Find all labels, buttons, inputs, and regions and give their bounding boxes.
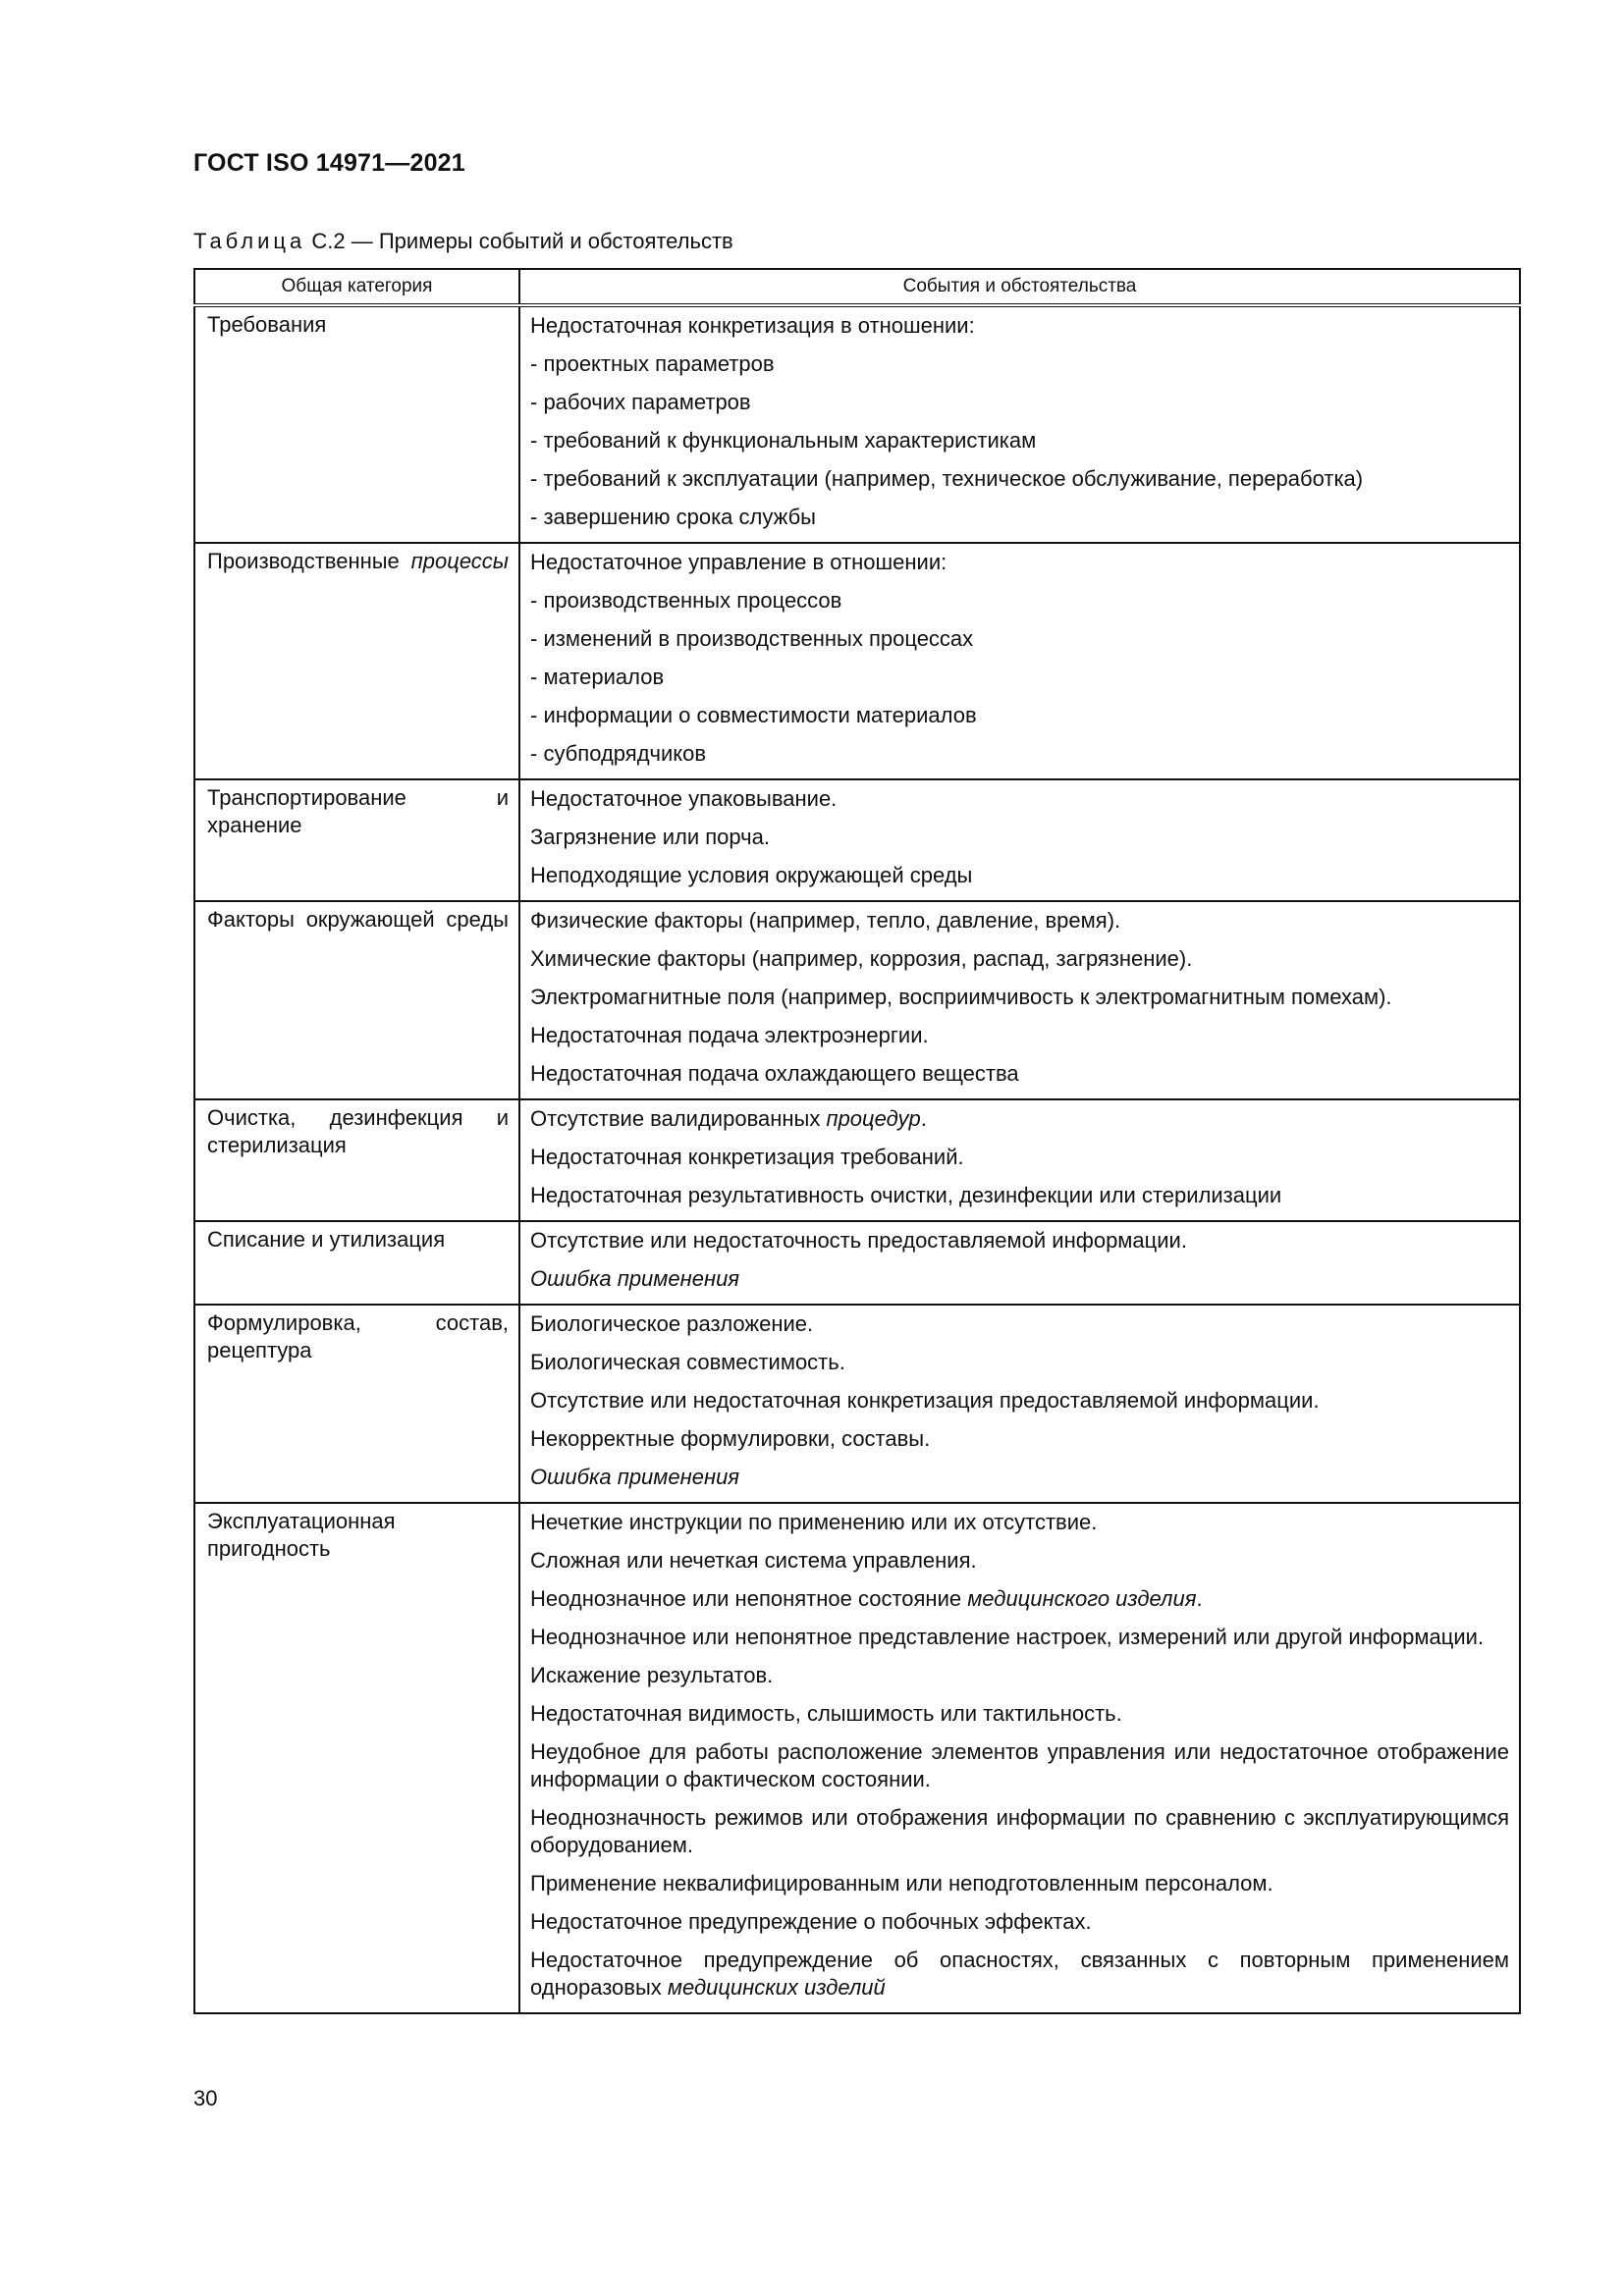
- event-item: [530, 309, 1509, 347]
- category-cell: [194, 305, 519, 543]
- caption-label: Таблица: [193, 229, 306, 253]
- event-text: Неоднозначное или непонятное состояние: [530, 1586, 968, 1611]
- event-item: [530, 904, 1509, 942]
- category-text: Очистка, дезинфекция и стерилизация: [207, 1105, 509, 1157]
- event-text: Недостаточная подача электроэнергии.: [530, 1023, 929, 1047]
- events-cell: [519, 1503, 1520, 2013]
- table-row: [194, 779, 1520, 901]
- event-item: [530, 1697, 1509, 1735]
- category-cell: [194, 543, 519, 779]
- event-item: [530, 942, 1509, 981]
- event-text: Искажение результатов.: [530, 1663, 774, 1687]
- event-item: [530, 859, 1509, 897]
- event-text: - производственных процессов: [530, 588, 842, 613]
- event-item: [530, 1057, 1509, 1095]
- event-item: [530, 1735, 1509, 1801]
- category-text: Формулировка, состав, рецептура: [207, 1310, 509, 1362]
- event-item: [530, 584, 1509, 622]
- event-item: [530, 1346, 1509, 1384]
- event-text: Биологическое разложение.: [530, 1311, 814, 1336]
- event-text: Неподходящие условия окружающей среды: [530, 863, 973, 887]
- event-text: Недостаточная видимость, слышимость или тактильность.: [530, 1701, 1122, 1726]
- category-cell: [194, 1221, 519, 1305]
- event-text: медицинского изделия: [967, 1586, 1197, 1611]
- document-code: ГОСТ ISO 14971—2021: [193, 149, 465, 177]
- event-item: [530, 1019, 1509, 1057]
- event-text: Отсутствие валидированных: [530, 1106, 827, 1131]
- event-text: Отсутствие или недостаточная конкретизация предоставляемой информации.: [530, 1388, 1320, 1413]
- event-text: Ошибка применения: [530, 1465, 740, 1489]
- event-text: Нечеткие инструкции по применению или их отсутствие.: [530, 1510, 1098, 1534]
- caption-number: С.2: [311, 229, 346, 253]
- events-cell: [519, 1099, 1520, 1221]
- event-item: [530, 1262, 1509, 1301]
- category-text: Транспортирование и хранение: [207, 785, 509, 837]
- event-text: Недостаточное предупреждение о побочных эффектах.: [530, 1909, 1092, 1934]
- event-item: [530, 782, 1509, 821]
- table-header-row: [194, 269, 1520, 305]
- category-cell: [194, 1503, 519, 2013]
- category-cell: [194, 1099, 519, 1221]
- event-item: [530, 622, 1509, 661]
- column-header-category: Общая категория: [194, 269, 519, 305]
- event-item: [530, 1141, 1509, 1179]
- event-item: [530, 1102, 1509, 1141]
- category-text: Факторы окружающей среды: [207, 907, 509, 932]
- event-text: .: [1196, 1586, 1203, 1611]
- table-row: [194, 901, 1520, 1099]
- table-row: [194, 543, 1520, 779]
- category-text: Производственные: [207, 549, 411, 573]
- event-item: [530, 1422, 1509, 1461]
- event-text: Ошибка применения: [530, 1266, 740, 1291]
- event-item: [530, 1506, 1509, 1544]
- event-text: Неудобное для работы расположение элементов управления или недостаточное отображение информации о фактическом состоянии.: [530, 1739, 1509, 1791]
- event-text: - изменений в производственных процессах: [530, 626, 974, 651]
- event-item: [530, 1544, 1509, 1582]
- event-item: [530, 1621, 1509, 1659]
- event-text: - рабочих параметров: [530, 390, 751, 414]
- category-text: Эксплуатационная пригодность: [207, 1509, 396, 1561]
- events-cell: [519, 901, 1520, 1099]
- category-cell: [194, 779, 519, 901]
- event-text: - завершению срока службы: [530, 505, 816, 529]
- event-text: Недостаточное управление в отношении:: [530, 550, 947, 574]
- event-text: Физические факторы (например, тепло, давление, время).: [530, 908, 1121, 933]
- event-item: [530, 1905, 1509, 1944]
- event-text: Сложная или нечеткая система управления.: [530, 1548, 977, 1573]
- event-item: [530, 1308, 1509, 1346]
- table-caption: [193, 229, 733, 254]
- event-text: Недостаточная конкретизация требований.: [530, 1145, 964, 1169]
- event-text: .: [920, 1106, 927, 1131]
- category-text: Требования: [207, 312, 327, 337]
- event-text: Недостаточное предупреждение об опасностях, связанных с повторным применением одноразовых: [530, 1948, 1509, 2000]
- event-text: - требований к эксплуатации (например, техническое обслуживание, переработка): [530, 466, 1364, 491]
- event-item: [530, 501, 1509, 539]
- event-text: - требований к функциональным характеристикам: [530, 428, 1037, 453]
- events-cell: [519, 1305, 1520, 1503]
- caption-title: — Примеры событий и обстоятельств: [345, 229, 733, 253]
- event-item: [530, 1224, 1509, 1262]
- event-text: Недостаточная подача охлаждающего вещества: [530, 1061, 1019, 1086]
- event-text: - проектных параметров: [530, 351, 775, 376]
- category-cell: [194, 1305, 519, 1503]
- event-item: [530, 1659, 1509, 1697]
- events-cell: [519, 543, 1520, 779]
- event-item: [530, 1867, 1509, 1905]
- event-item: [530, 424, 1509, 462]
- event-item: [530, 981, 1509, 1019]
- event-text: Недостаточная результативность очистки, дезинфекции или стерилизации: [530, 1183, 1282, 1207]
- event-item: [530, 546, 1509, 584]
- event-text: медицинских изделий: [667, 1975, 886, 2000]
- category-text: Списание и утилизация: [207, 1227, 446, 1252]
- event-text: Недостаточное упаковывание.: [530, 786, 838, 811]
- page-number: 30: [193, 2086, 218, 2110]
- column-header-events: События и обстоятельства: [519, 269, 1520, 305]
- event-text: Неоднозначное или непонятное представление настроек, измерений или другой информации.: [530, 1625, 1485, 1649]
- event-text: процедур: [826, 1106, 921, 1131]
- events-cell: [519, 305, 1520, 543]
- event-text: - субподрядчиков: [530, 741, 707, 766]
- event-text: Отсутствие или недостаточность предоставляемой информации.: [530, 1228, 1187, 1253]
- table-row: [194, 1305, 1520, 1503]
- event-text: - материалов: [530, 665, 665, 689]
- event-item: [530, 462, 1509, 501]
- event-item: [530, 1944, 1509, 2009]
- table-row: [194, 305, 1520, 543]
- event-text: Некорректные формулировки, составы.: [530, 1426, 931, 1451]
- category-text: процессы: [410, 549, 509, 573]
- event-item: [530, 1801, 1509, 1867]
- events-cell: [519, 1221, 1520, 1305]
- event-text: Биологическая совместимость.: [530, 1350, 845, 1374]
- event-item: [530, 699, 1509, 737]
- table-row: [194, 1503, 1520, 2013]
- event-text: Применение неквалифицированным или неподготовленным персоналом.: [530, 1871, 1273, 1896]
- event-item: [530, 386, 1509, 424]
- table-row: [194, 1221, 1520, 1305]
- event-item: [530, 737, 1509, 775]
- event-item: [530, 1384, 1509, 1422]
- events-cell: [519, 779, 1520, 901]
- event-item: [530, 347, 1509, 386]
- event-item: [530, 821, 1509, 859]
- table-body: [194, 305, 1520, 2013]
- table-row: [194, 1099, 1520, 1221]
- event-text: Химические факторы (например, коррозия, распад, загрязнение).: [530, 946, 1193, 971]
- event-item: [530, 1582, 1509, 1621]
- category-cell: [194, 901, 519, 1099]
- event-text: Недостаточная конкретизация в отношении:: [530, 313, 975, 338]
- event-text: Электромагнитные поля (например, восприимчивость к электромагнитным помехам).: [530, 985, 1392, 1009]
- event-item: [530, 661, 1509, 699]
- events-table: [193, 268, 1521, 2014]
- event-item: [530, 1179, 1509, 1217]
- event-item: [530, 1461, 1509, 1499]
- event-text: Неоднозначность режимов или отображения информации по сравнению с эксплуатирующимся оборудованием.: [530, 1805, 1509, 1857]
- event-text: - информации о совместимости материалов: [530, 703, 977, 727]
- event-text: Загрязнение или порча.: [530, 825, 770, 849]
